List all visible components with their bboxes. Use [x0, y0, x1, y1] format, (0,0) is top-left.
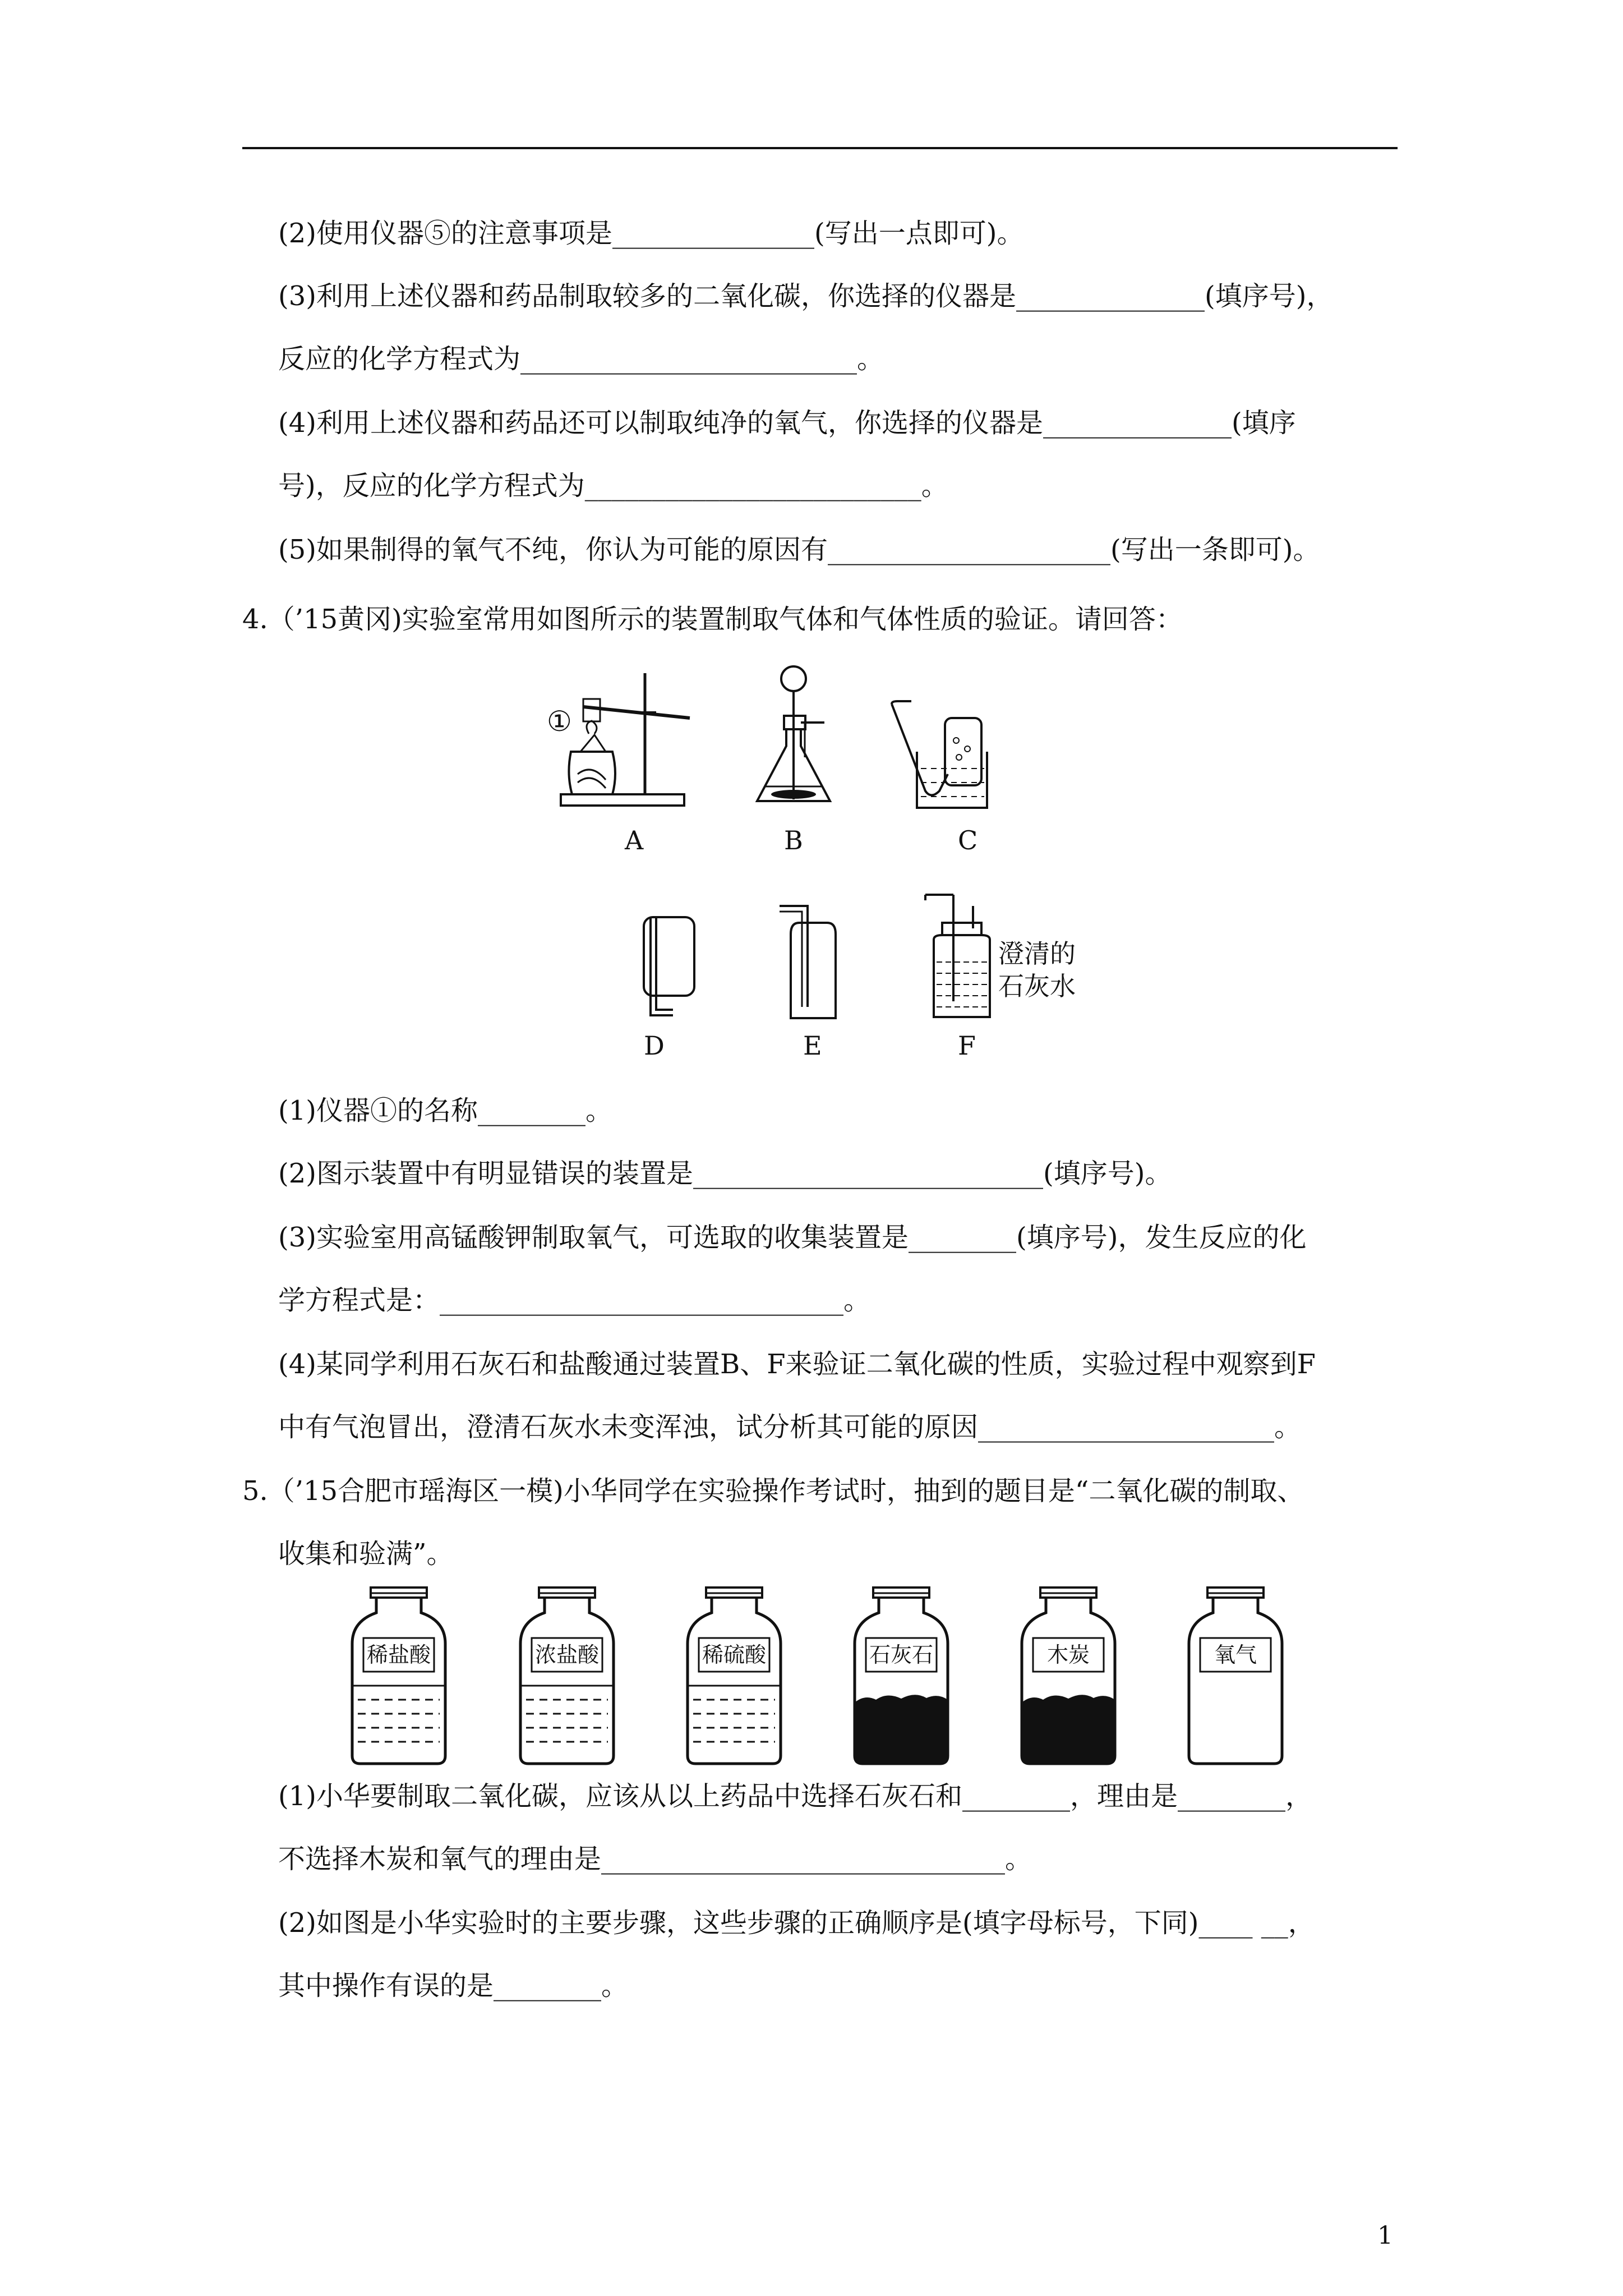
apparatus-b-flask	[746, 662, 841, 816]
reagent-bottle	[1182, 1588, 1289, 1769]
page-number: 1	[1377, 2221, 1393, 2250]
q3-part5: (5)如果制得的氧气不纯，你认为可能的原因有_____________________(写出一条即可)。	[278, 534, 1320, 565]
q5-part1-line1: (1)小华要制取二氧化碳，应该从以上药品中选择石灰石和________，理由是________，	[278, 1780, 1312, 1812]
reagent-bottle	[1015, 1588, 1122, 1769]
q3-part4-line1: (4)利用上述仪器和药品还可以制取纯净的氧气，你选择的仪器是______________(填序	[278, 407, 1296, 439]
apparatus-e-upward-collection	[774, 900, 847, 1026]
q4-stem: 4.（’15黄冈)实验室常用如图所示的装置制取气体和气体性质的验证。请回答：	[242, 604, 1183, 635]
q4-part4-line1: (4)某同学利用石灰石和盐酸通过装置B、F来验证二氧化碳的性质，实验过程中观察到F	[278, 1349, 1316, 1380]
q5-stem-line1: 5.（’15合肥市瑶海区一模)小华同学在实验操作考试时，抽到的题目是“二氧化碳的制取、	[242, 1475, 1304, 1507]
apparatus-c-water-trough	[886, 701, 993, 816]
reagent-bottle-label: 稀硫酸	[702, 1642, 766, 1667]
q3-part2: (2)使用仪器⑤的注意事项是_______________(写出一点即可)。	[278, 218, 1024, 249]
q4-part3-line2: 学方程式是：______________________________。	[278, 1285, 871, 1316]
q4-part1: (1)仪器①的名称________。	[278, 1095, 612, 1126]
marker-circled-1: ①	[547, 705, 572, 738]
apparatus-d-downward-collection	[628, 912, 701, 1026]
reagent-bottle	[345, 1588, 452, 1769]
q3-part4-line2: 号)，反应的化学方程式为_________________________。	[278, 470, 948, 501]
apparatus-a-heating	[550, 668, 707, 816]
header-rule	[242, 147, 1398, 149]
q4-part2: (2)图示装置中有明显错误的装置是__________________________(填序号)。	[278, 1158, 1172, 1189]
reagent-bottle	[514, 1588, 620, 1769]
label-e: E	[803, 1030, 822, 1061]
q3-part3-line1: (3)利用上述仪器和药品制取较多的二氧化碳，你选择的仪器是______________(填序号)，	[278, 280, 1334, 312]
label-b: B	[784, 825, 803, 855]
label-f: F	[958, 1030, 976, 1061]
reagent-bottle-label: 氧气	[1214, 1642, 1257, 1667]
reagent-bottle-label: 浓盐酸	[534, 1642, 599, 1667]
q4-part4-line2: 中有气泡冒出，澄清石灰水未变浑浊，试分析其可能的原因______________________。	[278, 1411, 1302, 1443]
q5-part2-line1: (2)如图是小华实验时的主要步骤，这些步骤的正确顺序是(填字母标号，下同)____ __，	[278, 1907, 1315, 1939]
label-d: D	[644, 1030, 665, 1061]
q4-part3-line1: (3)实验室用高锰酸钾制取氧气，可选取的收集装置是________(填序号)，发生反应的化	[278, 1222, 1307, 1253]
reagent-bottle-label: 稀盐酸	[366, 1642, 431, 1667]
limewater-label-line2: 石灰水	[998, 971, 1076, 1001]
label-a: A	[625, 825, 644, 855]
reagent-bottle-label: 石灰石	[869, 1642, 933, 1667]
limewater-label-line1: 澄清的	[998, 938, 1076, 969]
q5-stem-line2: 收集和验满”。	[278, 1538, 454, 1570]
reagent-bottle	[848, 1588, 955, 1769]
apparatus-f-limewater-bottle	[920, 889, 998, 1026]
reagent-bottle	[681, 1588, 787, 1769]
q5-part1-line2: 不选择木炭和氧气的理由是______________________________。	[278, 1843, 1032, 1875]
label-c: C	[958, 825, 978, 855]
reagent-bottle-label: 木炭	[1046, 1642, 1090, 1667]
q3-part3-line2: 反应的化学方程式为_________________________。	[278, 343, 884, 375]
q5-part2-line2: 其中操作有误的是________。	[278, 1970, 629, 2001]
